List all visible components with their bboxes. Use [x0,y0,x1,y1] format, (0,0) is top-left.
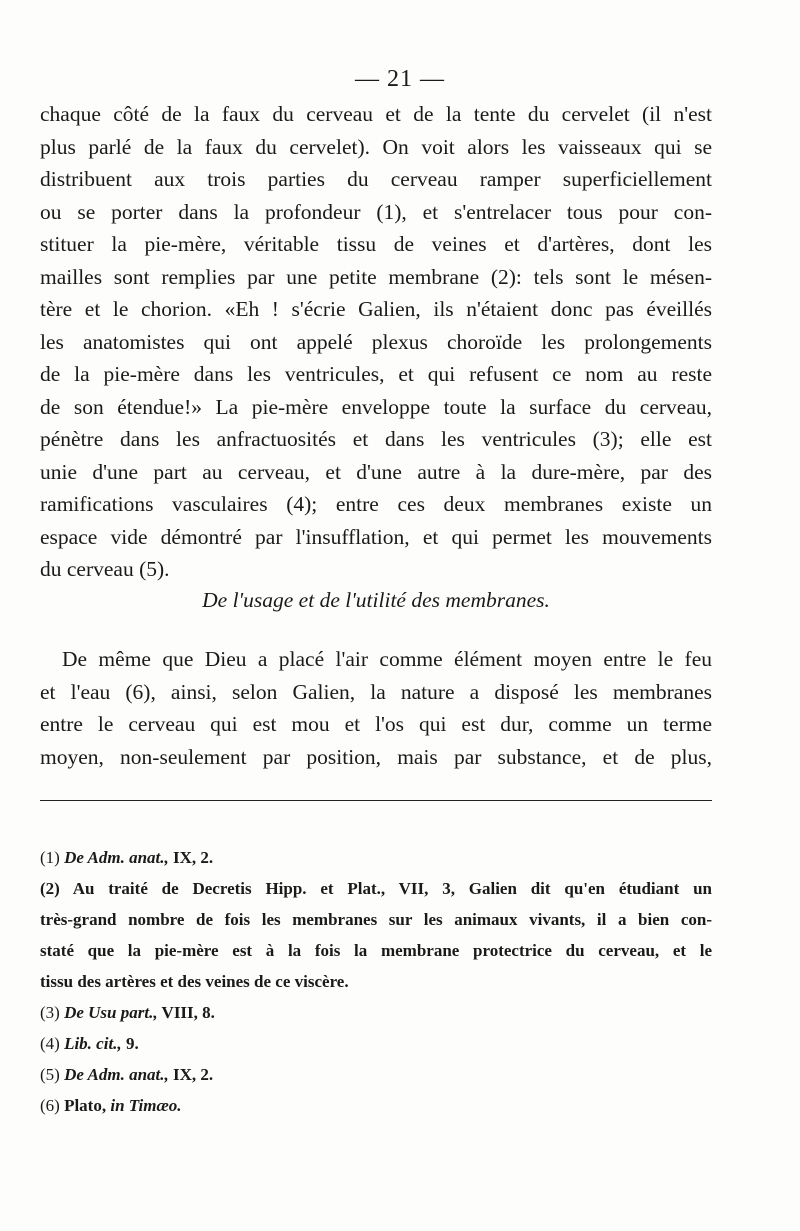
footnote-5 [40,1059,712,1090]
footnote-reference: De Usu part., [64,1003,158,1022]
footnote-text: IX, 2. [168,848,214,867]
footnote-number: (4) [40,1034,60,1053]
text-line: stituer la pie-mère, véritable tissu de veines et d'artères, dont les [40,232,712,256]
footnote-3 [40,997,712,1028]
text-line: les anatomistes qui ont appelé plexus choroïde les prolongements [40,329,712,354]
text-line: ramifications vasculaires (4); entre ces deux membranes existe un [40,492,712,516]
footnote-text: IX, 2. [168,1065,214,1084]
footnote-text: Plato, [59,1096,111,1115]
section-heading: De l'usage et de l'utilité des membranes. [202,588,550,612]
footnote-reference: Lib. cit., [64,1034,122,1053]
footnotes [40,842,712,1121]
text-line: plus parlé de la faux du cervelet). On voit alors les vaisseaux qui se [40,134,712,159]
text-line: tère et le chorion. «Eh ! s'écrie Galien, ils n'étaient donc pas éveillés [40,297,712,321]
text-line: du cerveau (5). [40,557,170,581]
footnote-2 [40,873,712,997]
footnote-line: tissu des artères et des veines de ce viscère. [40,972,349,991]
text-line: unie d'une part au cerveau, et d'une autre à la dure-mère, par des [40,459,712,484]
paragraph-1 [40,98,712,586]
footnote-separator-rule [40,800,712,801]
text-line: chaque côté de la faux du cerveau et de la tente du cervelet (il n'est [40,102,712,126]
footnote-number: (5) [40,1065,60,1084]
paragraph-2 [40,643,712,773]
text-line: moyen, non-seulement par position, mais par substance, et de plus, [40,744,712,769]
footnote-6 [40,1090,712,1121]
footnote-number: (1) [40,848,60,867]
footnote-4 [40,1028,712,1059]
text-line: espace vide démontré par l'insufflation, et qui permet les mouvements [40,524,712,549]
text-line: et l'eau (6), ainsi, selon Galien, la nature a disposé les membranes [40,679,712,704]
page-number: — 21 — [355,66,445,92]
footnote-line: staté que la pie-mère est à la fois la membrane protectrice du cerveau, et le [40,941,712,960]
footnote-line: (2) Au traité de Decretis Hipp. et Plat., VII, 3, Galien dit qu'en étudiant un [40,879,712,898]
footnote-number: (3) [40,1003,60,1022]
text-line: distribuent aux trois parties du cerveau ramper superficiellement [40,167,712,191]
footnote-text: 9. [121,1034,139,1053]
footnote-reference: De Adm. anat., [64,1065,169,1084]
text-line: entre le cerveau qui est mou et l'os qui est dur, comme un terme [40,712,712,736]
footnote-text: VIII, 8. [157,1003,215,1022]
footnote-1 [40,842,712,873]
text-line: de la pie-mère dans les ventricules, et qui refusent ce nom au reste [40,362,712,386]
text-line: De même que Dieu a placé l'air comme élément moyen entre le feu [62,647,712,671]
text-line: pénètre dans les anfractuosités et dans les ventricules (3); elle est [40,427,712,451]
footnote-reference: De Adm. anat., [64,848,169,867]
text-line: mailles sont remplies par une petite membrane (2): tels sont le mésen- [40,264,712,289]
footnote-reference: in Timæo. [110,1096,182,1115]
text-line: ou se porter dans la profondeur (1), et s'entrelacer tous pour con- [40,199,712,224]
footnote-line: très-grand nombre de fois les membranes sur les animaux vivants, il a bien con- [40,910,712,929]
footnote-number: (6) [40,1096,60,1115]
text-line: de son étendue!» La pie-mère enveloppe toute la surface du cerveau, [40,394,712,419]
